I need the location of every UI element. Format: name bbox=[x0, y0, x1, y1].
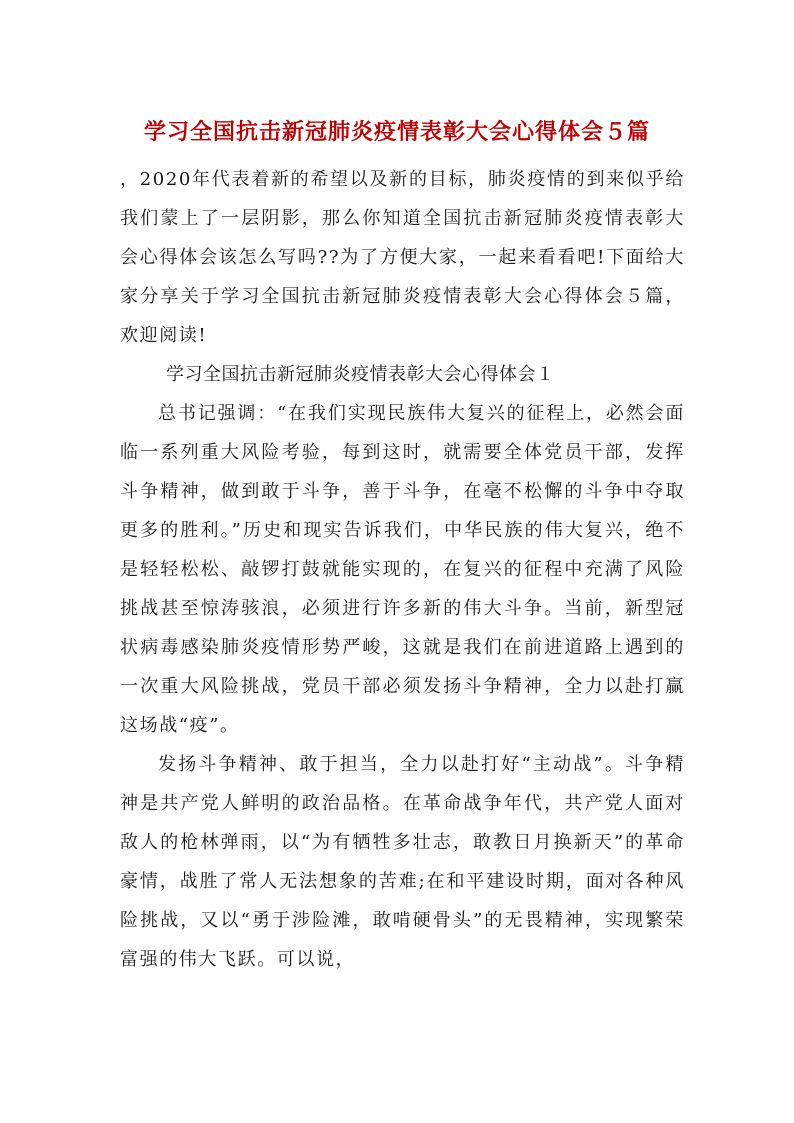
document-title: 学习全国抗击新冠肺炎疫情表彰大会心得体会５篇 bbox=[143, 118, 650, 145]
section-heading: 学习全国抗击新冠肺炎疫情表彰大会心得体会１ bbox=[166, 364, 555, 385]
intro-paragraph: ，2020年代表着新的希望以及新的目标，肺炎疫情的到来似乎给我们蒙上了一层阴影，那么你知道全国抗击新冠肺炎疫情表彰大会心得体会该怎么写吗??为了方便大家，一起来看看吧!下面给大家分享关于学习全国抗击新冠肺炎疫情表彰大会心得体会５篇，欢迎阅读! bbox=[120, 169, 685, 346]
body-paragraph-1: 总书记强调：“在我们实现民族伟大复兴的征程上，必然会面临一系列重大风险考验，每到这时，就需要全体党员干部，发挥斗争精神，做到敢于斗争，善于斗争，在毫不松懈的斗争中夺取更多的胜利。”历史和现实告诉我们，中华民族的伟大复兴，绝不是轻轻松松、敲锣打鼓就能实现的，在复兴的征程中充满了风险挑战甚至惊涛骇浪，必须进行许多新的伟大斗争。当前，新型冠状病毒感染肺炎疫情形势严峻，这就是我们在前进道路上遇到的一次重大风险挑战，党员干部必须发扬斗争精神，全力以赴打赢这场战“疫”。 bbox=[120, 403, 685, 736]
document-body bbox=[120, 160, 685, 979]
body-paragraph-2: 发扬斗争精神、敢于担当，全力以赴打好“主动战”。斗争精神是共产党人鲜明的政治品格。在革命战争年代，共产党人面对敌人的枪林弹雨，以“为有牺牲多壮志，敢教日月换新天”的革命豪情，战胜了常人无法想象的苦难;在和平建设时期，面对各种风险挑战，又以“勇于涉险滩，敢啃硬骨头”的无畏精神，实现繁荣富强的伟大飞跃。可以说， bbox=[120, 754, 685, 970]
